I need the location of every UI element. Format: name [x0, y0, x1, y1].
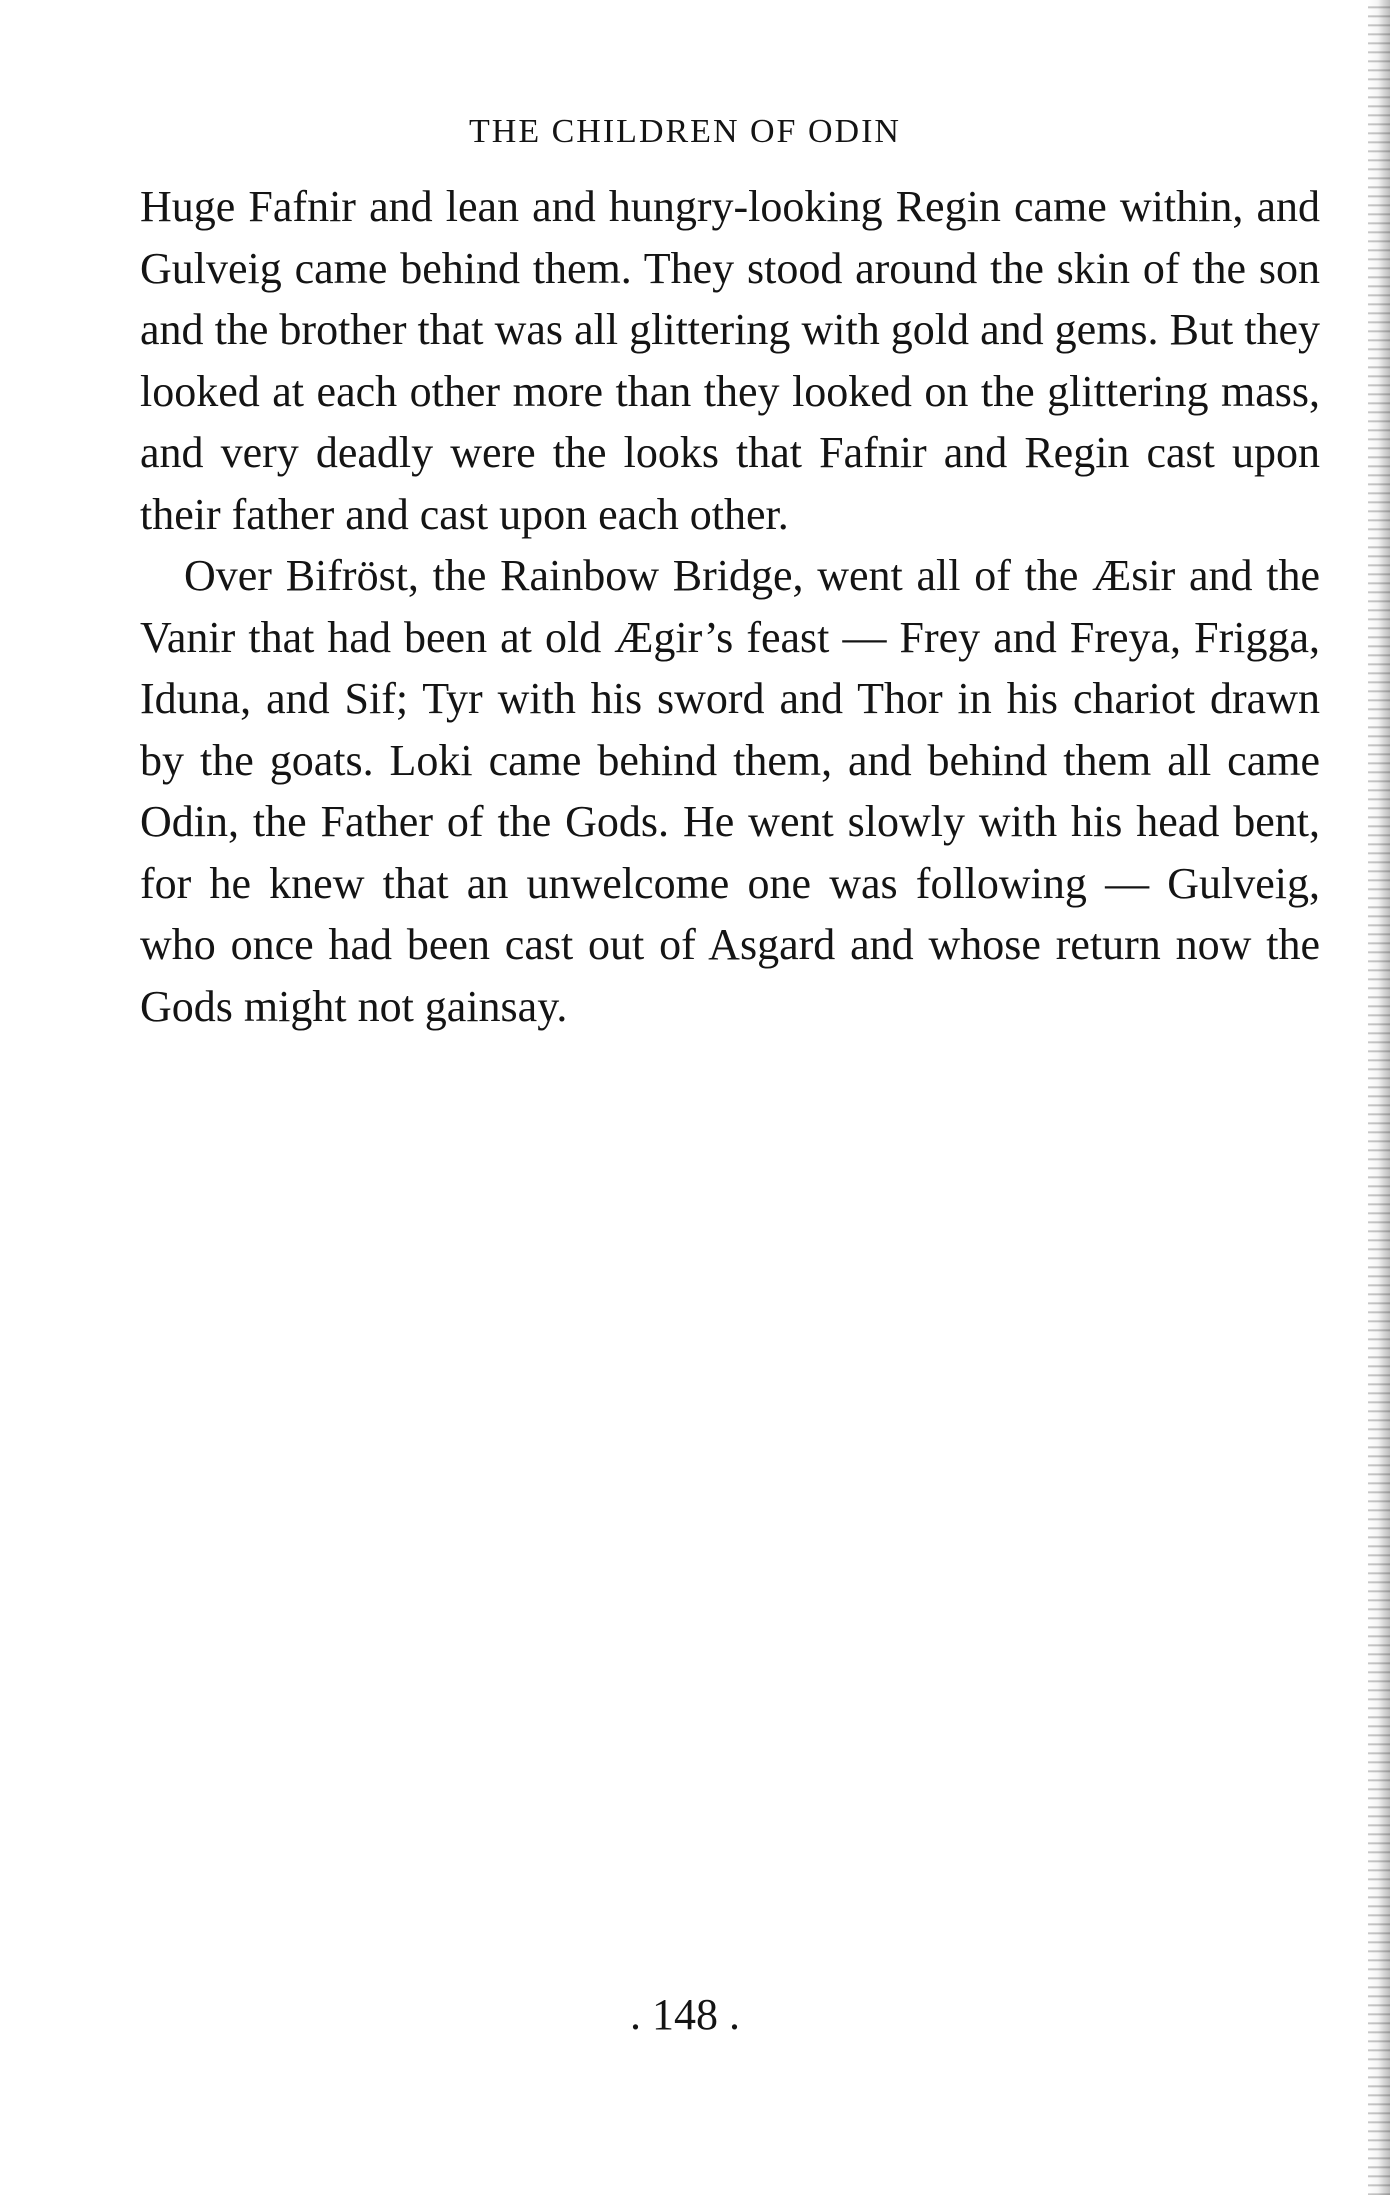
paragraph-1: Huge Fafnir and lean and hungry-looking Regin came within, and Gulveig came behind them. They stood around the skin of the son and the brother that was all glittering with gold and gems. But they looked at each other more than they looked on the glittering mass, and very deadly were the looks that Fafnir and Regin cast upon their father and cast upon each other. [140, 182, 1320, 539]
paragraph-2: Over Bifröst, the Rainbow Bridge, went all of the Æsir and the Vanir that had been at old Ægir’s feast — Frey and Freya, Frigga, Iduna, and Sif; Tyr with his sword and Thor in his chariot drawn by the goats. Loki came behind them, and behind them all came Odin, the Father of the Gods. He went slowly with his head bent, for he knew that an unwelcome one was following — Gulveig, who once had been cast out of Asgard and whose return now the Gods might not gainsay. [140, 551, 1320, 1031]
page-number: . 148 . [630, 1990, 740, 2039]
body-text [140, 176, 1320, 1037]
running-head: THE CHILDREN OF ODIN [469, 113, 901, 150]
page-edge [1368, 0, 1390, 2195]
